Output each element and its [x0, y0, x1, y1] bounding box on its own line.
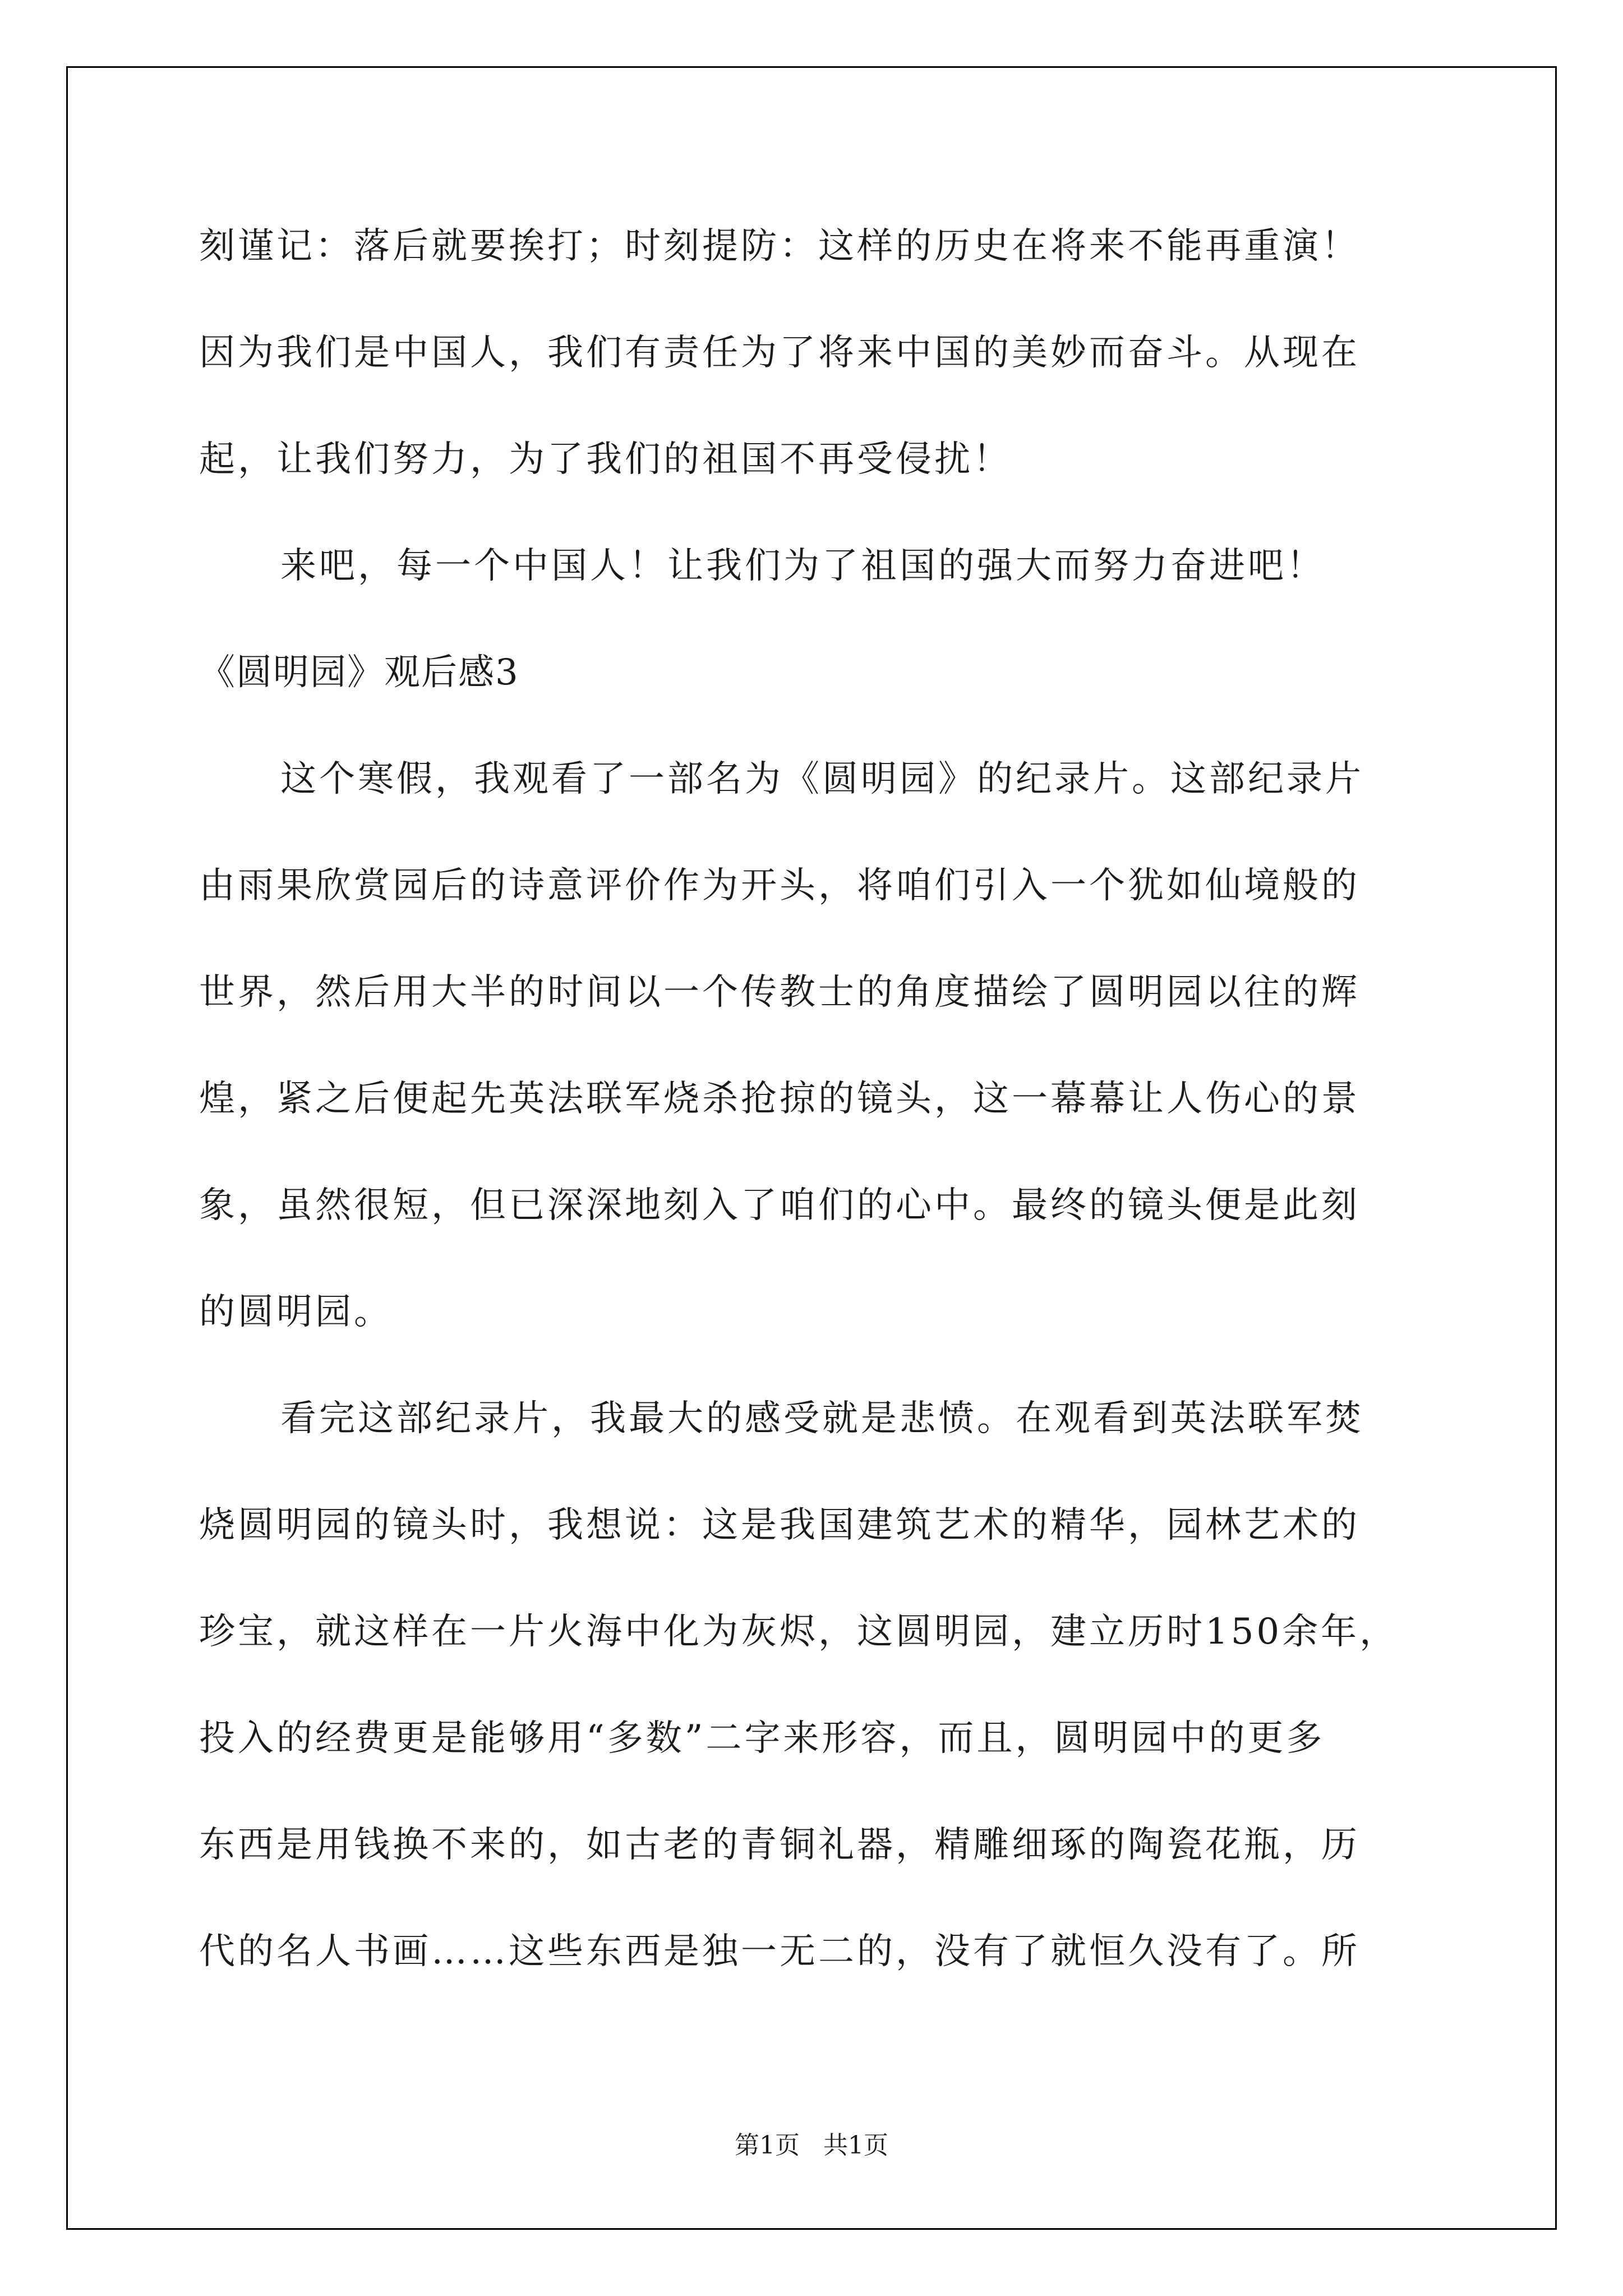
body-text-line: 世界，然后用大半的时间以一个传教士的角度描绘了圆明园以往的辉 [199, 972, 1360, 1013]
body-text-line: 烧圆明园的镜头时，我想说：这是我国建筑艺术的精华，园林艺术的 [199, 1504, 1360, 1546]
body-text-line: 代的名人书画……这些东西是独一无二的，没有了就恒久没有了。所 [199, 1931, 1360, 1972]
paragraph-first-line: 看完这部纪录片，我最大的感受就是悲愤。在观看到英法联军焚 [280, 1398, 1364, 1439]
body-text-line: 的圆明园。 [199, 1291, 393, 1333]
body-text-line: 珍宝，就这样在一片火海中化为灰烬，这圆明园，建立历时150余年， [199, 1611, 1399, 1653]
page-border [66, 66, 1557, 2230]
body-text-line: 东西是用钱换不来的，如古老的青铜礼器，精雕细琢的陶瓷花瓶，历 [199, 1824, 1360, 1866]
body-text-line: 刻谨记：落后就要挨打；时刻提防：这样的历史在将来不能再重演！ [199, 226, 1360, 267]
page-number-footer: 第1页 共1页 [735, 2131, 888, 2160]
body-text-line: 因为我们是中国人，我们有责任为了将来中国的美妙而奋斗。从现在 [199, 332, 1360, 374]
paragraph-first-line: 这个寒假，我观看了一部名为《圆明园》的纪录片。这部纪录片 [280, 758, 1364, 800]
body-text-line: 起，让我们努力，为了我们的祖国不再受侵扰！ [199, 439, 1012, 480]
body-text-line: 投入的经费更是能够用“多数”二字来形容，而且，圆明园中的更多 [199, 1718, 1325, 1759]
paragraph-first-line: 来吧，每一个中国人！让我们为了祖国的强大而努力奋进吧！ [280, 545, 1325, 587]
body-text-line: 由雨果欣赏园后的诗意评价作为开头，将咱们引入一个犹如仙境般的 [199, 865, 1360, 907]
section-heading: 《圆明园》观后感3 [199, 652, 519, 693]
body-text-line: 象，虽然很短，但已深深地刻入了咱们的心中。最终的镜头便是此刻 [199, 1185, 1360, 1226]
body-text-line: 煌，紧之后便起先英法联军烧杀抢掠的镜头，这一幕幕让人伤心的景 [199, 1078, 1360, 1120]
